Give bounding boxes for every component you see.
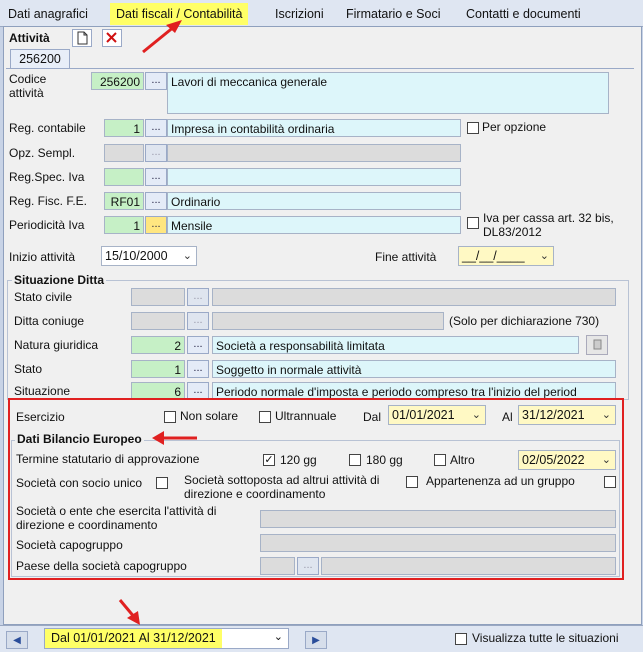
reg-contabile-label: Reg. contabile (9, 121, 86, 135)
natura-giuridica-code[interactable]: 2 (131, 336, 185, 354)
inizio-attivita-label: Inizio attività (9, 250, 76, 264)
reg-spec-iva-lookup-button[interactable]: ... (145, 168, 167, 186)
codice-attivita-code[interactable]: 256200 (91, 72, 144, 90)
situazione-code[interactable]: 6 (131, 382, 185, 400)
reg-fisc-lookup-button[interactable]: ... (145, 192, 167, 210)
termine-label: Termine statutario di approvazione (16, 452, 200, 466)
opt-180-label: 180 gg (366, 453, 403, 467)
arrow-to-bilancio-icon (152, 431, 197, 445)
reg-fisc-desc[interactable]: Ordinario (167, 192, 461, 210)
per-opzione-label: Per opzione (482, 120, 547, 134)
situazione-lookup-button[interactable]: ... (187, 382, 209, 400)
stato-civile-lookup-button: ... (187, 288, 209, 306)
periodicita-iva-code[interactable]: 1 (104, 216, 144, 234)
altro-label: Altro (450, 453, 475, 467)
arrow-right-icon: ▶ (312, 635, 320, 646)
termine-date-value: 02/05/2022 (522, 453, 585, 467)
stato-civile-label: Stato civile (14, 290, 73, 304)
periodicita-iva-label: Periodicità Iva (9, 218, 85, 232)
reg-spec-iva-label: Reg.Spec. Iva (9, 170, 85, 184)
natura-giuridica-lookup-button[interactable]: ... (187, 336, 209, 354)
chevron-down-icon: ⌄ (182, 250, 192, 262)
appartenenza-label: Appartenenza ad un gruppo (426, 474, 575, 488)
coniuge-note: (Solo per dichiarazione 730) (449, 314, 600, 328)
attivita-title: Attività (9, 31, 50, 45)
period-select-value: Dal 01/01/2021 Al 31/12/2021 (45, 629, 222, 648)
esercizio-dal-value: 01/01/2021 (392, 408, 455, 422)
stato-desc[interactable]: Soggetto in normale attività (212, 360, 616, 378)
reg-contabile-code[interactable]: 1 (104, 119, 144, 137)
situazione-desc[interactable]: Periodo normale d'imposta e periodo compreso tra l'inizio del period (212, 382, 616, 400)
inizio-attivita-value: 15/10/2000 (105, 249, 168, 263)
prev-period-button[interactable] (6, 631, 28, 649)
reg-fisc-label: Reg. Fisc. F.E. (9, 194, 88, 208)
iva-per-cassa-label: Iva per cassa art. 32 bis, DL83/2012 (483, 211, 614, 239)
stato-lookup-button[interactable]: ... (187, 360, 209, 378)
arrow-to-status-icon (120, 600, 140, 625)
socio-unico-label: Società con socio unico (16, 476, 143, 490)
capogruppo-label: Società capogruppo (16, 538, 123, 552)
bilancio-title: Dati Bilancio Europeo (17, 432, 142, 446)
tab-dati-anagrafici[interactable]: Dati anagrafici (8, 7, 88, 21)
visualizza-label: Visualizza tutte le situazioni (472, 631, 619, 645)
natura-giuridica-label: Natura giuridica (14, 338, 99, 352)
period-select[interactable] (44, 628, 289, 649)
chevron-down-icon: ⌄ (273, 631, 283, 643)
esercizio-al-label: Al (502, 410, 513, 424)
tab-firmatario-soci[interactable]: Firmatario e Soci (346, 7, 441, 21)
sottoposta-label: Società sottoposta ad altrui attività di direzione e coordinamento (184, 473, 380, 501)
stato-label: Stato (14, 362, 43, 376)
chevron-down-icon: ⌄ (471, 409, 481, 421)
reg-fisc-code[interactable]: RF01 (104, 192, 144, 210)
ente-label: Società o ente che esercita l'attività di direzione e coordinamento (16, 504, 217, 532)
tab-dati-fiscali[interactable]: Dati fiscali / Contabilità (110, 3, 248, 25)
ditta-coniuge-lookup-button: ... (187, 312, 209, 330)
opz-sempl-lookup-button: ... (145, 144, 167, 162)
esercizio-al-value: 31/12/2021 (522, 408, 585, 422)
reg-contabile-lookup-button[interactable]: ... (145, 119, 167, 137)
situazione-label: Situazione (14, 384, 71, 398)
stato-code[interactable]: 1 (131, 360, 185, 378)
ditta-coniuge-label: Ditta coniuge (14, 314, 85, 328)
fine-attivita-value: __/__/____ (462, 249, 525, 263)
codice-attivita-desc[interactable]: Lavori di meccanica generale (167, 72, 609, 114)
subtab-256200[interactable]: 256200 (10, 49, 70, 69)
ultrannuale-label: Ultrannuale (275, 409, 337, 423)
opz-sempl-label: Opz. Sempl. (9, 146, 76, 160)
next-period-button[interactable] (305, 631, 327, 649)
esercizio-dal-label: Dal (363, 410, 382, 424)
paese-lookup-button: ... (297, 557, 319, 575)
non-solare-label: Non solare (180, 409, 239, 423)
periodicita-iva-desc[interactable]: Mensile (167, 216, 461, 234)
chevron-down-icon: ⌄ (601, 409, 611, 421)
arrow-left-icon: ◀ (13, 635, 21, 646)
tab-contatti-documenti[interactable]: Contatti e documenti (466, 7, 581, 21)
chevron-down-icon: ⌄ (539, 250, 549, 262)
paese-label: Paese della società capogruppo (16, 559, 187, 573)
fine-attivita-label: Fine attività (375, 250, 437, 264)
reg-contabile-desc[interactable]: Impresa in contabilità ordinaria (167, 119, 461, 137)
opt-120-label: 120 gg (280, 453, 317, 467)
natura-giuridica-desc[interactable]: Società a responsabilità limitata (212, 336, 579, 354)
tab-iscrizioni[interactable]: Iscrizioni (275, 7, 324, 21)
periodicita-iva-lookup-button[interactable]: ... (145, 216, 167, 234)
codice-attivita-lookup-button[interactable]: ... (145, 72, 167, 90)
opt-120-checkbox[interactable]: ✓ (264, 454, 274, 466)
situazione-ditta-title: Situazione Ditta (14, 273, 105, 287)
visualizza-checkbox[interactable] (455, 633, 467, 645)
esercizio-label: Esercizio (16, 410, 65, 424)
status-bar (0, 625, 643, 652)
chevron-down-icon: ⌄ (601, 454, 611, 466)
arrow-to-tab-icon (143, 20, 182, 52)
codice-attivita-label: Codice attività (9, 72, 47, 100)
